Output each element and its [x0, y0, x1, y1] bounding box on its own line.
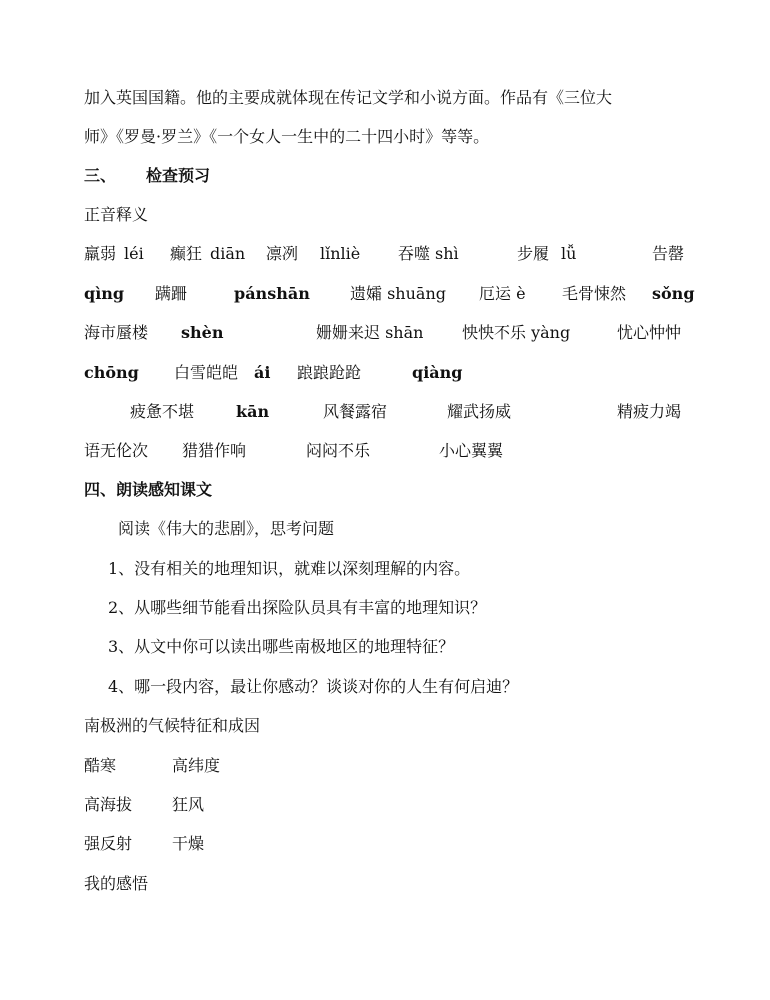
vocab-word: 毛骨悚然 — [562, 284, 627, 303]
vocab-word: 猎猎作响 — [182, 441, 247, 460]
vocab-word: 蹒跚 — [155, 284, 188, 303]
reflection-heading: 我的感悟 — [84, 874, 149, 893]
vocab-word: 语无伦次 — [84, 441, 149, 460]
vocab-entry: 姗姗来迟 shān — [316, 323, 424, 342]
question-item: 1、没有相关的地理知识，就难以深刻理解的内容。 — [108, 559, 471, 578]
vocab-pinyin: diān — [210, 244, 246, 263]
vocab-word: 告罄 — [652, 244, 685, 263]
vocab-word: 忧心忡忡 — [617, 323, 682, 342]
vocab-pinyin: ái — [254, 363, 271, 382]
intro-line-2: 师》《罗曼·罗兰》《一个女人一生中的二十四小时》等等。 — [84, 127, 490, 146]
vocab-word: 癫狂 — [170, 244, 203, 263]
vocab-word: 海市蜃楼 — [84, 323, 149, 342]
vocab-word: 闷闷不乐 — [306, 441, 371, 460]
vocab-pinyin: léi — [124, 244, 144, 263]
climate-heading: 南极洲的气候特征和成因 — [84, 716, 261, 735]
vocab-word: 踉踉跄跄 — [297, 363, 362, 382]
question-item: 3、从文中你可以读出哪些南极地区的地理特征？ — [108, 637, 455, 656]
vocab-entry: 厄运 è — [479, 284, 526, 303]
vocab-pinyin: chōng — [84, 363, 139, 382]
vocab-word: 耀武扬威 — [447, 402, 512, 421]
vocab-pinyin: shèn — [181, 323, 224, 342]
vocab-entry: 怏怏不乐 yàng — [462, 323, 571, 342]
vocab-word: 凛冽 — [266, 244, 299, 263]
vocab-pinyin: kān — [236, 402, 270, 421]
vocab-pinyin: lǚ — [561, 244, 577, 263]
climate-feature: 强反射 — [84, 834, 133, 853]
climate-cause: 干燥 — [172, 834, 205, 853]
question-item: 2、从哪些细节能看出探险队员具有丰富的地理知识？ — [108, 598, 487, 617]
vocab-pinyin: qiàng — [412, 363, 463, 382]
climate-feature: 高海拔 — [84, 795, 133, 814]
vocab-word: 吞噬 — [398, 244, 431, 263]
vocab-pinyin: sǒng — [652, 284, 695, 303]
climate-feature: 酷寒 — [84, 756, 117, 775]
vocab-word: 小心翼翼 — [439, 441, 504, 460]
climate-cause: 狂风 — [172, 795, 205, 814]
vocab-word: 疲惫不堪 — [130, 402, 195, 421]
intro-line-1: 加入英国国籍。他的主要成就体现在传记文学和小说方面。作品有《三位大 — [84, 88, 613, 107]
vocab-word: 风餐露宿 — [323, 402, 388, 421]
section-3-title: 检查预习 — [146, 166, 211, 185]
vocab-word: 白雪皑皑 — [174, 363, 239, 382]
vocab-pinyin: lǐnliè — [320, 244, 361, 263]
vocab-word: 精疲力竭 — [617, 402, 682, 421]
question-item: 4、哪一段内容，最让你感动？谈谈对你的人生有何启迪？ — [108, 677, 519, 696]
section-4-title: 四、朗读感知课文 — [84, 480, 213, 499]
vocab-word: 羸弱 — [84, 244, 117, 263]
reading-prompt: 阅读《伟大的悲剧》，思考问题 — [118, 519, 335, 538]
vocab-pinyin: qìng — [84, 284, 125, 303]
vocab-entry: 遗孀 shuāng — [350, 284, 446, 303]
pronunciation-heading: 正音释义 — [84, 205, 149, 224]
climate-cause: 高纬度 — [172, 756, 221, 775]
vocab-word: 步履 — [517, 244, 550, 263]
section-3-number: 三、 — [84, 166, 117, 185]
vocab-pinyin: shì — [435, 244, 459, 263]
vocab-pinyin: pánshān — [234, 284, 310, 303]
